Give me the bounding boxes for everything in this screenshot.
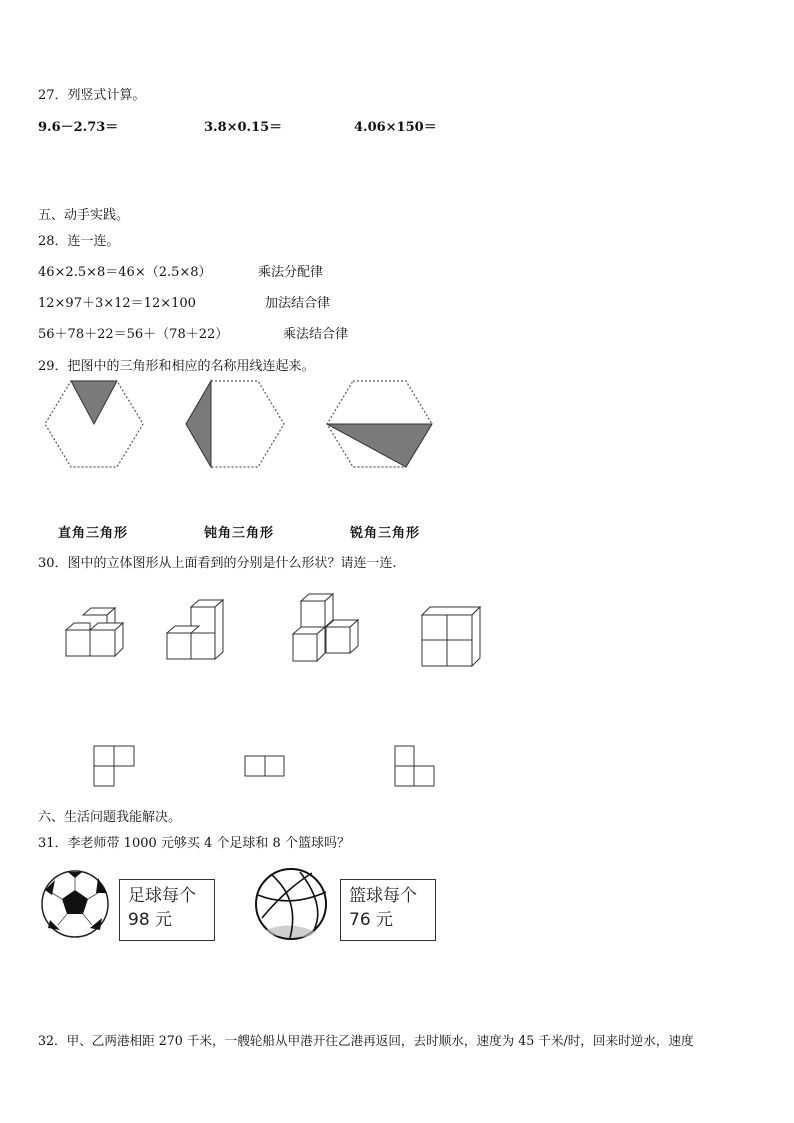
q27-item-3: 4.06×150＝ xyxy=(354,120,437,135)
q28-title: 28．连一连。 xyxy=(38,234,120,249)
q27-item-1: 9.6－2.73＝ xyxy=(38,120,119,135)
q28-left-1[interactable]: 46×2.5×8＝46×（2.5×8） xyxy=(38,265,212,280)
q28-left-3[interactable]: 56＋78＋22＝56＋（78＋22） xyxy=(38,327,229,342)
basketball-price-value: 76 元 xyxy=(349,910,394,930)
q28-right-2[interactable]: 加法结合律 xyxy=(265,296,331,311)
football-price-label: 足球每个 xyxy=(128,886,196,906)
q29-label-3[interactable]: 锐角三角形 xyxy=(350,526,421,541)
q29-label-2[interactable]: 钝角三角形 xyxy=(204,526,275,541)
q29-label-1[interactable]: 直角三角形 xyxy=(58,526,129,541)
basketball-icon xyxy=(256,869,326,939)
q31-title: 31．李老师带 1000 元够买 4 个足球和 8 个篮球吗？ xyxy=(38,836,350,851)
football-icon xyxy=(42,871,108,937)
q29-title: 29．把图中的三角形和相应的名称用线连起来。 xyxy=(38,359,315,374)
section-6-heading: 六、生活问题我能解决。 xyxy=(38,810,182,825)
football-price-value: 98 元 xyxy=(128,910,173,930)
q32-text: 32．甲、乙两港相距 270 千米，一艘轮船从甲港开往乙港再返回，去时顺水，速度为 45 千米/时，回来时逆水，速度 xyxy=(38,1033,694,1048)
q27-title: 27．列竖式计算。 xyxy=(38,88,146,103)
q28-left-2[interactable]: 12×97＋3×12＝12×100 xyxy=(38,296,196,311)
q27-item-2: 3.8×0.15＝ xyxy=(204,120,283,135)
basketball-price-box xyxy=(340,879,436,941)
section-5-heading: 五、动手实践。 xyxy=(38,208,130,223)
q30-title: 30．图中的立体图形从上面看到的分别是什么形状？请连一连. xyxy=(38,556,397,571)
q28-right-3[interactable]: 乘法结合律 xyxy=(283,327,349,342)
football-price-box xyxy=(119,879,215,941)
basketball-price-label: 篮球每个 xyxy=(349,886,417,906)
q28-right-1[interactable]: 乘法分配律 xyxy=(258,265,324,280)
